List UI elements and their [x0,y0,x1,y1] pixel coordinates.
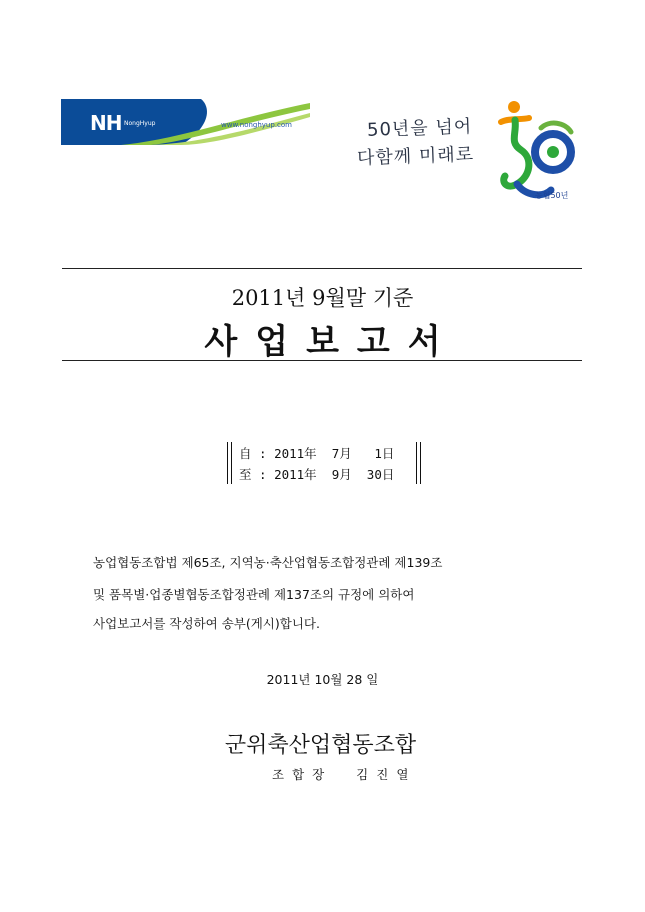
signer-name: 조합장 김진열 [272,767,417,782]
period-left-border [227,442,232,484]
period-right-border [416,442,421,484]
period-from: 自 : 2011年 7月 1日 [239,446,395,461]
body-line-3: 사업보고서를 작성하여 송부(게시)합니다. [93,616,320,631]
body-line-2: 및 품목별·업종별협동조합정관례 제137조의 규정에 의하여 [93,587,415,602]
nh-sub-text: NongHyup [124,120,156,127]
slogan-line-1: 50년을 넘어 [366,116,473,141]
report-subtitle: 2011년 9월말 기준 [231,286,414,310]
nh-mark-text: NH [90,111,122,135]
nh-url-text: www.nonghyup.com [221,121,292,129]
logo-caption: 농협50년 [535,191,569,200]
period-box [227,442,421,484]
period-to: 至 : 2011年 9月 30日 [239,467,395,482]
slogan-line-2: 다함께 미래로 [356,143,475,170]
title-top-rule [62,268,582,269]
body-line-1: 농업협동조합법 제65조, 지역농·축산업협동조합정관례 제139조 [93,555,443,570]
report-date: 2011년 10월 28 일 [266,672,379,687]
organization-name: 군위축산업협동조합 [224,733,417,758]
nh-banner-logo [61,99,310,145]
report-title: 사업보고서 [204,322,459,362]
title-bottom-rule [62,360,582,361]
